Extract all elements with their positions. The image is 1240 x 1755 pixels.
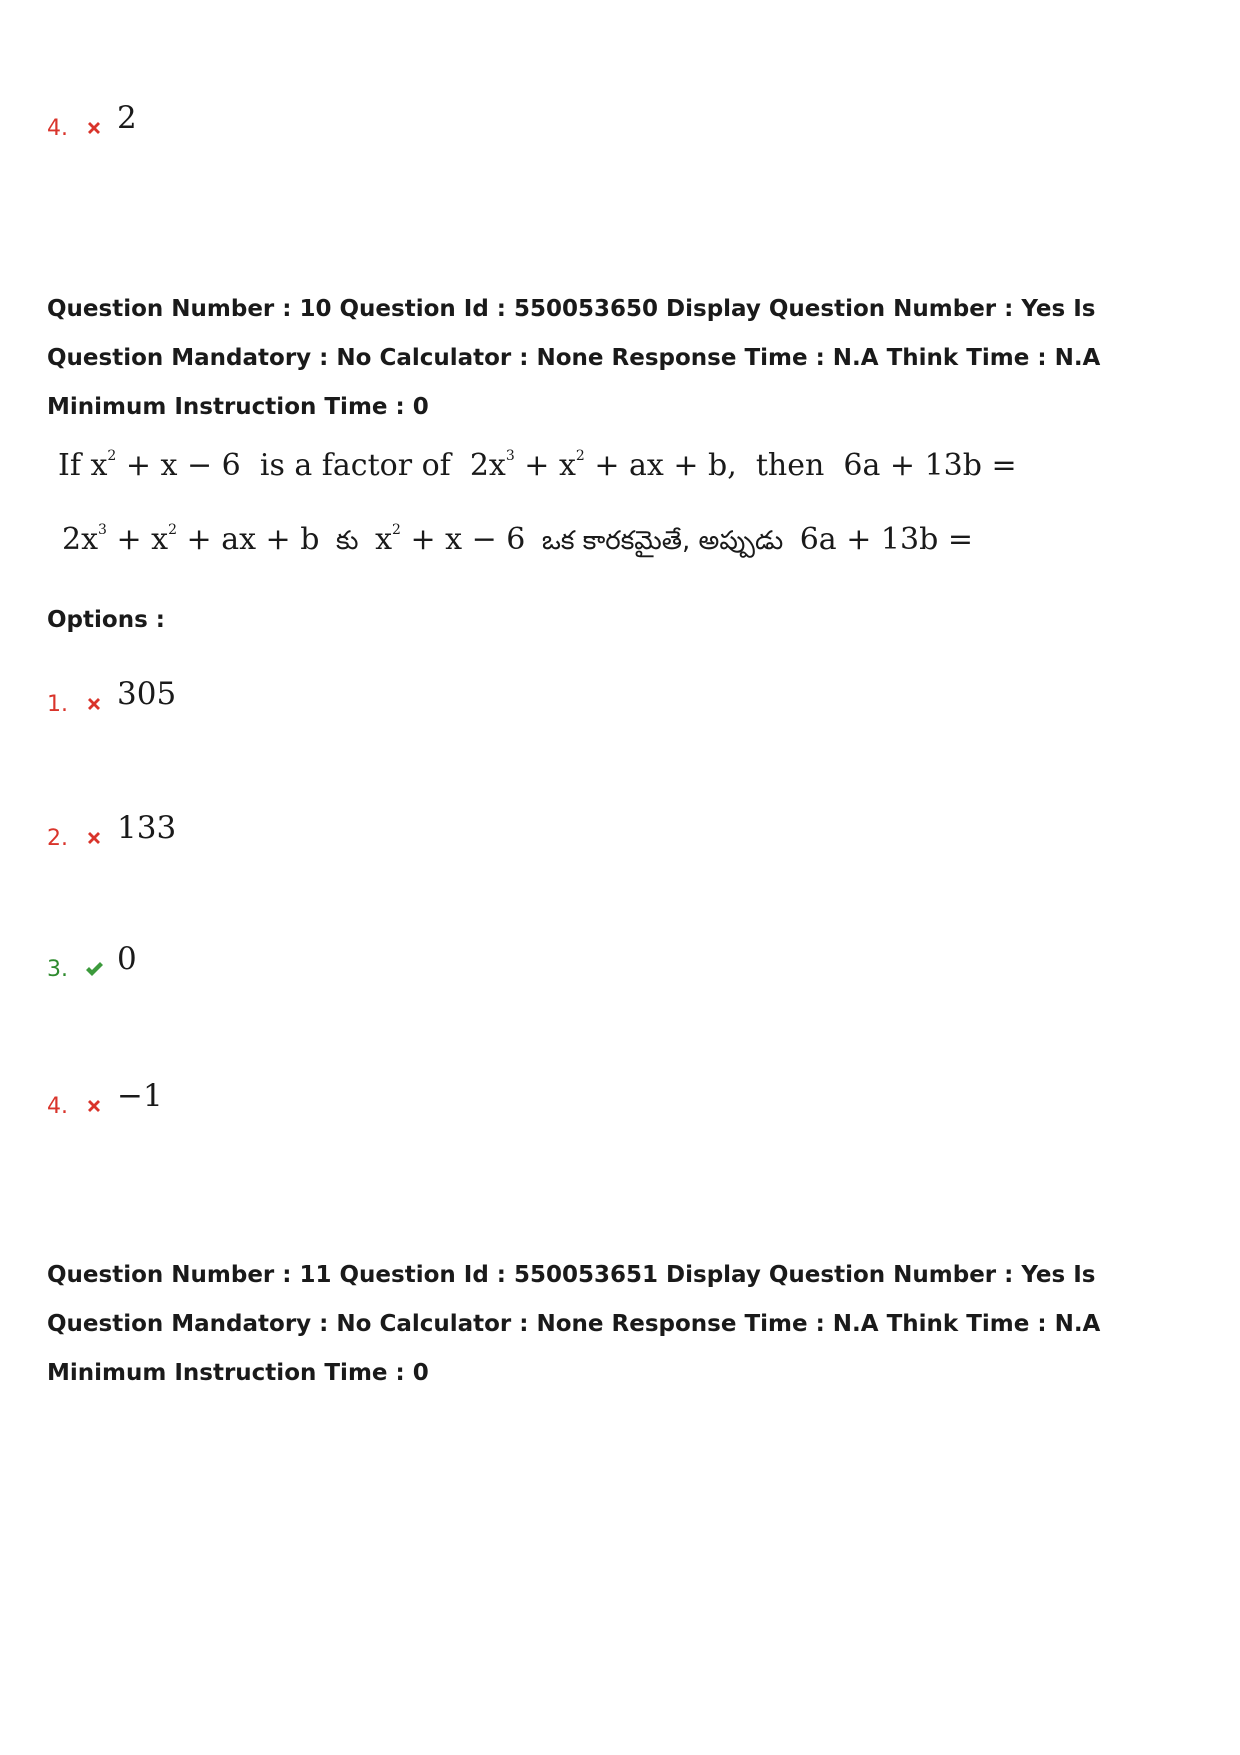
question-11-meta: Question Number : 11 Question Id : 550053651 Display Question Number : Yes Is Question Mandatory : No Calculator : None Response Time : N.A Think Time : N.A Minimum Instruction Time : 0 <box>47 1262 1101 1386</box>
option-value: 133 <box>117 810 177 846</box>
option-value: 305 <box>117 676 177 712</box>
options-label: Options : <box>47 607 165 633</box>
checkmark-icon <box>83 958 105 980</box>
option-4 <box>47 1078 163 1119</box>
option-number: 3. <box>47 957 68 982</box>
cross-icon <box>83 827 105 849</box>
question-10-english: If $x^2 + x - 6$ is a factor of $2x^3 + x^2$ + ax + b, then 6a + 13b = <box>58 448 1017 483</box>
option-value: 2 <box>117 100 137 136</box>
question-10-telugu: $2x^3 + x^2$ + ax + b కు $x^2 + x - 6$ ఒక కారకమైతే, అప్పుడు 6a + 13b = <box>62 522 973 557</box>
option-3 <box>47 941 137 982</box>
option-number: 2. <box>47 826 68 851</box>
option-2 <box>47 810 177 851</box>
option-1 <box>47 676 177 717</box>
cross-icon <box>83 693 105 715</box>
cross-icon <box>83 1095 105 1117</box>
cross-icon <box>83 117 105 139</box>
option-number: 4. <box>47 1094 68 1119</box>
option-value: −1 <box>117 1078 163 1114</box>
option-number: 1. <box>47 692 68 717</box>
prev-option-4 <box>47 100 137 141</box>
option-number: 4. <box>47 116 68 141</box>
question-10-meta: Question Number : 10 Question Id : 550053650 Display Question Number : Yes Is Question Mandatory : No Calculator : None Response Time : N.A Think Time : N.A Minimum Instruction Time : 0 <box>47 296 1101 420</box>
option-value: 0 <box>117 941 137 977</box>
